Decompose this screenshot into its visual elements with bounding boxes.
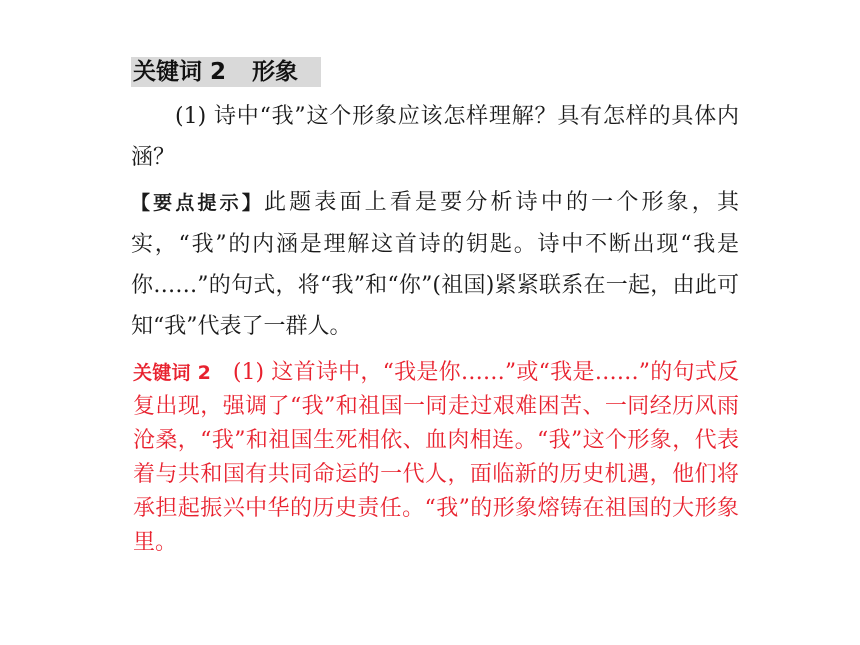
- heading-keyword-label: 关键词 2: [133, 59, 227, 85]
- hint-label: 【要点提示】: [131, 192, 264, 214]
- answer-label: 关键词 2: [133, 362, 211, 384]
- answer-paragraph: [133, 356, 739, 560]
- hint-text: 此题表面上看是要分析诗中的一个形象，其实，“我”的内涵是理解这首诗的钥匙。诗中不断出现“我是你……”的句式，将“我”和“你”(祖国)紧紧联系在一起，由此可知“我”代表了一群人。: [131, 190, 739, 339]
- answer-block: [133, 356, 739, 560]
- section-heading: [131, 57, 321, 87]
- question-text: (1) 诗中“我”这个形象应该怎样理解？具有怎样的具体内涵？: [131, 104, 739, 170]
- hint-paragraph: [131, 182, 739, 347]
- question-and-hint: [131, 96, 739, 347]
- answer-text: (1) 这首诗中，“我是你……”或“我是……”的句式反复出现，强调了“我”和祖国一同走过艰难困苦、一同经历风雨沧桑，“我”和祖国生死相依、血肉相连。“我”这个形象，代表着与共和国有共同命运的一代人，面临新的历史机遇，他们将承担起振兴中华的历史责任。“我”的形象熔铸在祖国的大形象里。: [133, 360, 739, 555]
- heading-keyword-title: 形象: [252, 59, 299, 85]
